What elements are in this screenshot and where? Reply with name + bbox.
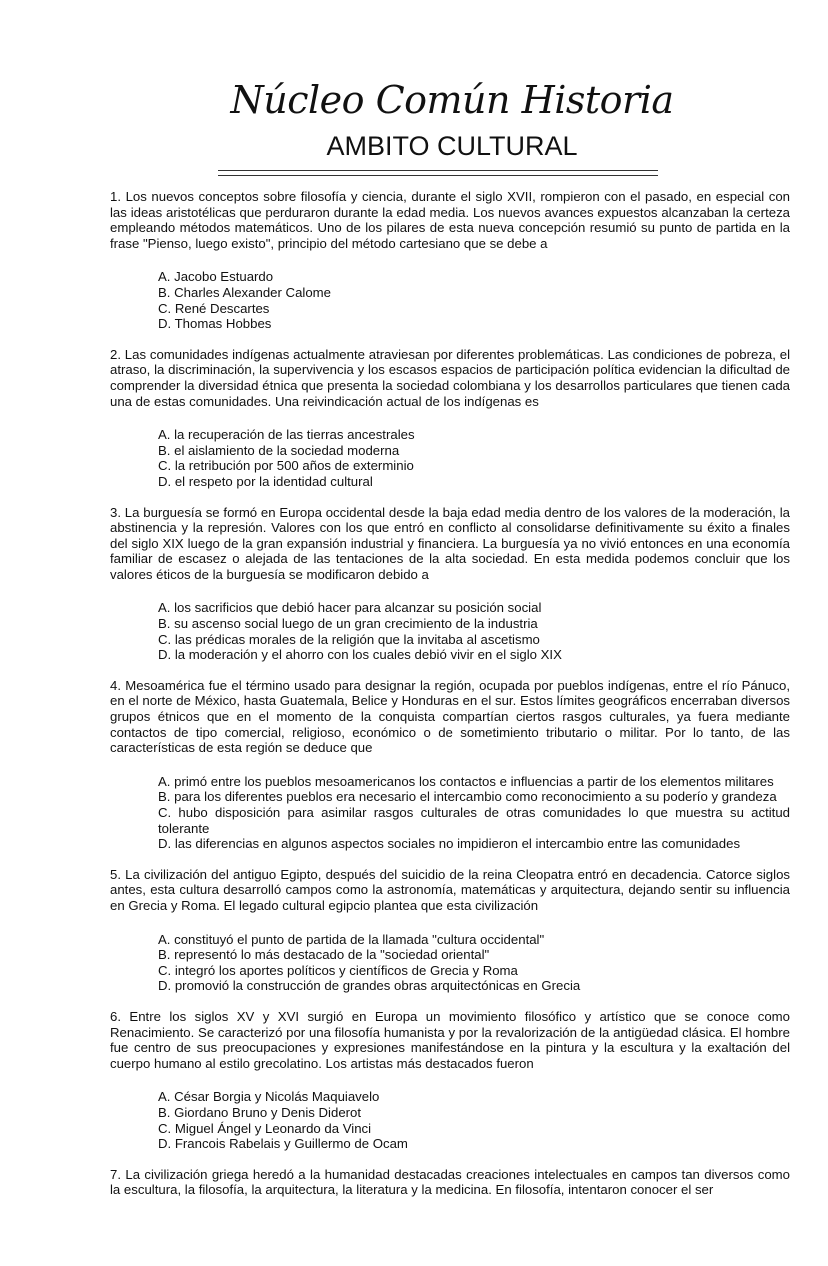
questions-list (110, 189, 790, 1198)
answer-option: B. Giordano Bruno y Denis Diderot (158, 1104, 362, 1120)
answer-option: A. los sacrificios que debió hacer para alcanzar su posición social (158, 600, 542, 616)
answer-option: A. primó entre los pueblos mesoamericanos los contactos e influencias a partir de los elementos militares (158, 773, 774, 789)
answer-options (158, 774, 790, 852)
question-text: 7. La civilización griega heredó a la humanidad destacadas creaciones intelectuales en campos tan diversos como la escultura, la filosofía, la arquitectura, la literatura y la medicina. En filosofía, intentaron conocer el ser (110, 1166, 790, 1198)
answer-option: D. el respeto por la identidad cultural (158, 473, 373, 489)
question-text: 2. Las comunidades indígenas actualmente atraviesan por diferentes problemáticas. Las condiciones de pobreza, el atraso, la discriminación, la supervivencia y los escasos espacios de participación política evidencian la dificultad de comprender la diversidad étnica que presenta la sociedad colombiana y los desarrollos particulares que tienen cada una de estas comunidades. Una reivindicación actual de los indígenas es (110, 346, 790, 409)
divider (218, 170, 658, 171)
answer-option: D. Francois Rabelais y Guillermo de Ocam (158, 1136, 408, 1152)
answer-options (158, 269, 790, 331)
answer-option: B. su ascenso social luego de un gran crecimiento de la industria (158, 616, 538, 632)
answer-option: A. la recuperación de las tierras ancestrales (158, 427, 415, 443)
document-title: Núcleo Común Historia (230, 78, 674, 122)
answer-option: B. el aislamiento de la sociedad moderna (158, 442, 400, 458)
answer-option: C. la retribución por 500 años de exterminio (158, 458, 414, 474)
answer-option: C. Miguel Ángel y Leonardo da Vinci (158, 1120, 372, 1136)
answer-options (158, 427, 790, 489)
answer-option: D. las diferencias en algunos aspectos sociales no impidieron el intercambio entre las comunidades (158, 836, 741, 852)
answer-option: B. para los diferentes pueblos era necesario el intercambio como reconocimiento a su poderío y grandeza (158, 789, 777, 805)
answer-option: A. Jacobo Estuardo (158, 269, 274, 285)
question-text: 3. La burguesía se formó en Europa occidental desde la baja edad media dentro de los valores de la moderación, la abstinencia y la represión. Valores con los que entró en conflicto al consolidarse definitivamente su éxito a finales del siglo XIX luego de la gran expansión industrial y financiera. La burguesía ya no vivió entonces en una economía familiar de escasez o alejada de las tentaciones de la alta sociedad. En esta medida podemos concluir que los valores éticos de la burguesía se modificaron debido a (110, 504, 790, 582)
answer-options (158, 932, 790, 994)
question-text: 4. Mesoamérica fue el término usado para designar la región, ocupada por pueblos indígenas, entre el río Pánuco, en el norte de México, hasta Guatemala, Belice y Honduras en el sur. Estos límites geográficos encerraban diversos grupos étnicos que en el momento de la conquista compartían ciertos rasgos culturales, ya fuera mediante contactos de tipo comercial, religioso, económico o de sometimiento tributario o militar. Por lo tanto, de las características de esta región se deduce que (110, 677, 790, 756)
answer-option: B. representó lo más destacado de la "sociedad oriental" (158, 947, 490, 963)
answer-option: C. las prédicas morales de la religión que la invitaba al ascetismo (158, 631, 540, 647)
answer-option: C. integró los aportes políticos y científicos de Grecia y Roma (158, 962, 518, 978)
answer-options (158, 1089, 790, 1151)
answer-option: A. constituyó el punto de partida de la llamada "cultura occidental" (158, 931, 545, 947)
answer-option: C. hubo disposición para asimilar rasgos culturales de otras comunidades lo que muestra su actitud tolerante (158, 805, 790, 836)
answer-option: C. René Descartes (158, 300, 270, 316)
document-subtitle: AMBITO CULTURAL (326, 131, 578, 161)
answer-option: D. Thomas Hobbes (158, 316, 272, 332)
answer-options (158, 600, 790, 662)
question-text: 6. Entre los siglos XV y XVI surgió en Europa un movimiento filosófico y artístico que se conoce como Renacimiento. Se caracterizó por una filosofía humanista y por la revalorización de la antigüedad clásica. El hombre fue centro de sus preocupaciones y expresiones manifestándose en la pintura y la escultura y la exaltación del cuerpo humano al estilo grecolatino. Los artistas más destacados fueron (110, 1008, 790, 1071)
answer-option: B. Charles Alexander Calome (158, 284, 331, 300)
question-text: 1. Los nuevos conceptos sobre filosofía y ciencia, durante el siglo XVII, rompieron con el pasado, en especial con las ideas aristotélicas que perduraron durante la edad media. Los nuevos avances expuestos alcanzaban la certeza empleando métodos matemáticos. Uno de los pilares de esta nueva concepción resumió su punto de partida en la frase "Pienso, luego existo", principio del método cartesiano que se debe a (110, 189, 790, 251)
answer-option: D. la moderación y el ahorro con los cuales debió vivir en el siglo XIX (158, 647, 562, 663)
divider (218, 175, 658, 176)
answer-option: A. César Borgia y Nicolás Maquiavelo (158, 1089, 380, 1105)
answer-option: D. promovió la construcción de grandes obras arquitectónicas en Grecia (158, 978, 581, 994)
question-text: 5. La civilización del antiguo Egipto, después del suicidio de la reina Cleopatra entró en decadencia. Catorce siglos antes, esta cultura desarrolló campos como la astronomía, matemáticas y arquitectura, dejando sentir su influencia en Grecia y Roma. El legado cultural egipcio plantea que esta civilización (110, 866, 790, 913)
